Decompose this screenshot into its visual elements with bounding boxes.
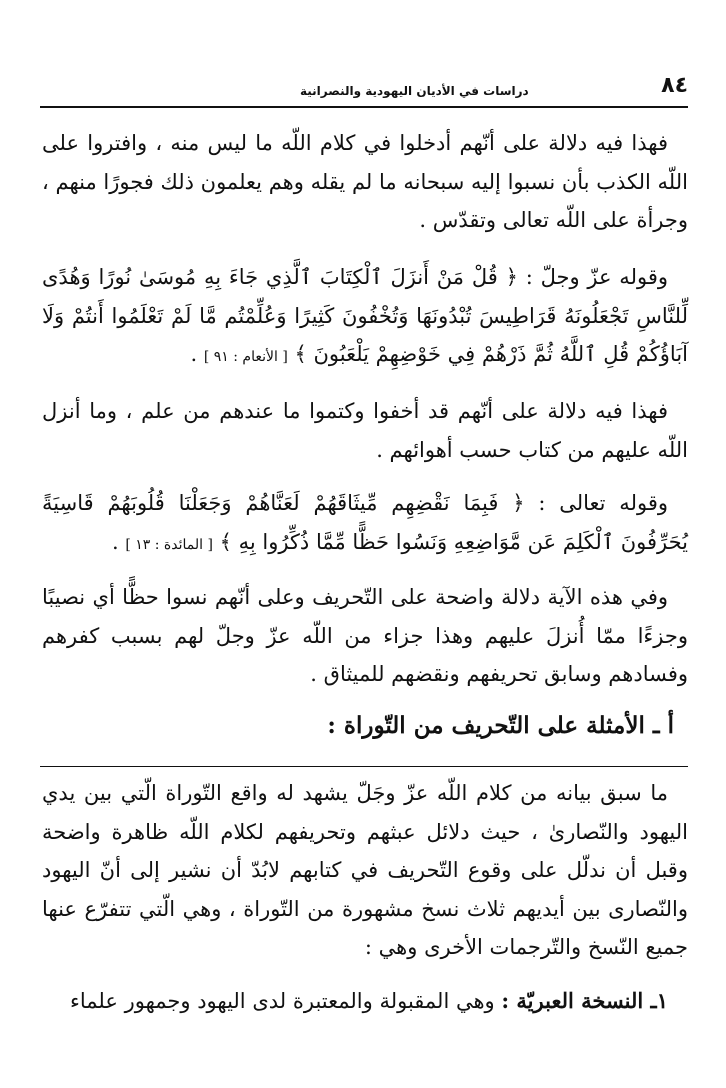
verse-reference: [ المائدة : ١٣ ] (125, 536, 213, 553)
verse-intro: وقوله عزّ وجلّ : (525, 265, 668, 289)
page-number: ٨٤ (661, 73, 688, 98)
list-item-text: وهي المقبولة والمعتبرة لدى اليهود وجمهور علماء (70, 989, 495, 1013)
period: . (190, 342, 198, 366)
paragraph-5: وفي هذه الآية دلالة واضحة على التّحريف وعلى أنّهم نسوا حظًّا أي نصيبًا وجزءًا ممّا أُنزلَ عليهم وهذا جزاء من اللّه عزّ وجلّ لهم بسبب كفرهم وفسادهم وسابق تحريفهم ونقضهم للميثاق . (42, 585, 688, 686)
paragraph-4 (42, 484, 688, 564)
paragraph-3: فهذا فيه دلالة على أنّهم قد أخفوا وكتموا ما عندهم من علم ، وما أنزل اللّه عليهم من كتاب حسب أهوائهم . (42, 399, 688, 462)
page-header (40, 62, 688, 104)
running-title: دراسات في الأديان اليهودية والنصرانية (300, 84, 529, 98)
paragraph-2 (42, 258, 688, 377)
section-heading: أ ـ الأمثلة على التّحريف من التّوراة : (327, 712, 674, 739)
verse-reference: [ الأنعام : ٩١ ] (203, 349, 288, 365)
quran-verse: ﴿ فَبِمَا نَقْضِهِم مِّيثَاقَهُمْ لَعَنَّاهُمْ وَجَعَلْنَا قُلُوبَهُمْ قَاسِيَةً يُحَرِّفُونَ ٱلْكَلِمَ عَن مَّوَاضِعِهِ وَنَسُوا حَظًّا مِّمَّا ذُكِّرُوا بِهِ ﴾ (42, 491, 688, 554)
paragraph-6: ما سبق بيانه من كلام اللّه عزّ وجَلّ يشهد له واقع التّوراة الّتي بين يدي اليهود والنّصارىٰ ، حيث دلائل عبثهم وتحريفهم لكلام اللّه ظاهرة واضحة وقبل أن ندلّل على وقوع التّحريف في كتابهم لابُدّ أن نشير إلى أنّ اليهود والنّصارى بين أيديهم ثلاث نسخ مشهورة من التّوراة ، وهي الّتي تتفرّع عنها جميع النّسخ والتّرجمات الأخرى وهي : (42, 781, 688, 959)
paragraph-1: فهذا فيه دلالة على أنّهم أدخلوا في كلام اللّه ما ليس منه ، وافتروا على اللّه الكذب بأن نسبوا إليه سبحانه ما لم يقله وهم يعلمون ذلك فجورًا منهم ، وجرأة على اللّه تعالى وتقدّس . (42, 131, 688, 232)
quran-verse: ﴿ قُلْ مَنْ أَنزَلَ ٱلْكِتَابَ ٱلَّذِي جَاءَ بِهِ مُوسَىٰ نُورًا وَهُدًى لِّلنَّاسِ تَجْعَلُونَهُ قَرَاطِيسَ تُبْدُونَهَا وَتُخْفُونَ كَثِيرًا وَعُلِّمْتُم مَّا لَمْ تَعْلَمُوا أَنتُمْ وَلَا آبَاؤُكُمْ قُلِ ٱللَّهُ ثُمَّ ذَرْهُمْ فِي خَوْضِهِمْ يَلْعَبُونَ ﴾ (42, 265, 688, 366)
list-item-label: ١ـ النسخة العبريّة : (501, 988, 668, 1013)
header-rule (40, 106, 688, 108)
verse-intro: وقوله تعالى : (538, 491, 668, 515)
paragraph-7 (42, 982, 688, 1021)
period: . (111, 529, 119, 554)
section-rule (40, 766, 688, 767)
